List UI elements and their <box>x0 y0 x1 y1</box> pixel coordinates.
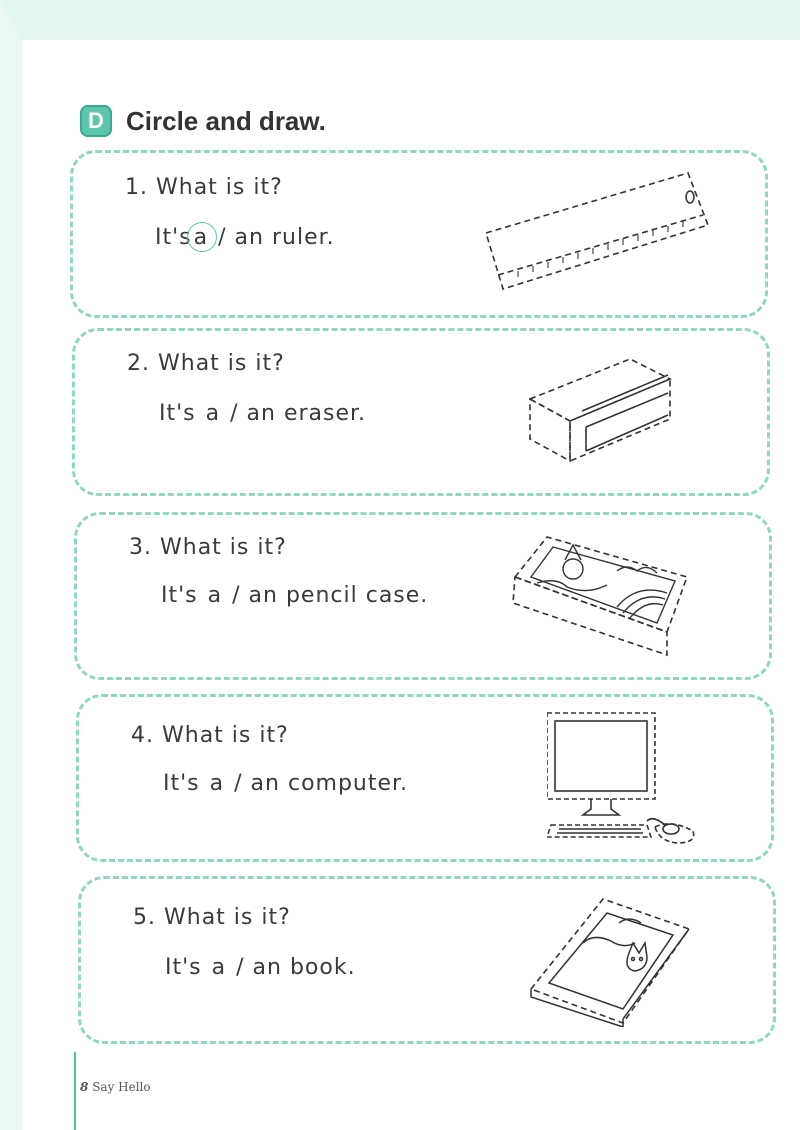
answer-line <box>161 583 428 608</box>
option-an[interactable]: an <box>246 401 276 426</box>
question-text <box>127 351 285 376</box>
margin-rule <box>74 1052 76 1130</box>
question-text <box>133 905 291 930</box>
question-label: What is it? <box>160 535 287 560</box>
separator: / <box>234 771 243 796</box>
question-label: What is it? <box>164 905 291 930</box>
option-a[interactable]: a <box>205 401 221 426</box>
answer-line <box>165 955 356 980</box>
separator: / <box>230 401 239 426</box>
answer-line <box>163 771 408 796</box>
page-footer <box>80 1080 151 1094</box>
question-text <box>131 723 289 748</box>
option-a[interactable]: a <box>207 583 223 608</box>
answer-noun: eraser. <box>283 401 367 426</box>
answer-noun: book. <box>289 955 356 980</box>
question-number: 3. <box>129 535 152 560</box>
question-card-2 <box>72 328 770 496</box>
option-an[interactable]: an <box>252 955 282 980</box>
answer-prefix: It's <box>159 401 196 426</box>
option-a[interactable]: a <box>193 225 209 250</box>
question-number: 2. <box>127 351 150 376</box>
question-card-5 <box>78 876 776 1044</box>
question-card-3 <box>74 512 772 680</box>
section-title: Circle and draw. <box>126 106 326 136</box>
question-card-1 <box>70 150 768 318</box>
question-text <box>125 175 283 200</box>
answer-line <box>159 401 366 426</box>
question-number: 4. <box>131 723 154 748</box>
option-an[interactable]: an <box>234 225 264 250</box>
option-a[interactable]: a <box>209 771 225 796</box>
answer-prefix: It's <box>163 771 200 796</box>
separator: / <box>236 955 245 980</box>
book-title: Say Hello <box>92 1080 151 1094</box>
question-text <box>129 535 287 560</box>
ruler-icon <box>478 165 718 295</box>
computer-icon <box>547 709 707 849</box>
answer-prefix: It's <box>165 955 202 980</box>
question-number: 1. <box>125 175 148 200</box>
question-label: What is it? <box>158 351 285 376</box>
question-label: What is it? <box>162 723 289 748</box>
section-badge <box>80 105 112 137</box>
answer-line <box>155 225 335 250</box>
question-label: What is it? <box>156 175 283 200</box>
separator: / <box>218 225 227 250</box>
option-a[interactable]: a <box>211 955 227 980</box>
question-number: 5. <box>133 905 156 930</box>
eraser-icon <box>520 349 680 469</box>
option-an[interactable]: an <box>250 771 280 796</box>
separator: / <box>232 583 241 608</box>
answer-prefix: It's <box>161 583 198 608</box>
answer-prefix: It's <box>155 225 192 250</box>
answer-noun: computer. <box>287 771 409 796</box>
option-an[interactable]: an <box>248 583 278 608</box>
book-icon <box>523 893 693 1027</box>
answer-noun: pencil case. <box>285 583 429 608</box>
question-card-4 <box>76 694 774 862</box>
pencil-case-icon <box>507 527 697 667</box>
answer-noun: ruler. <box>271 225 335 250</box>
page-number: 8 <box>80 1080 89 1094</box>
section-letter: D <box>88 108 104 133</box>
